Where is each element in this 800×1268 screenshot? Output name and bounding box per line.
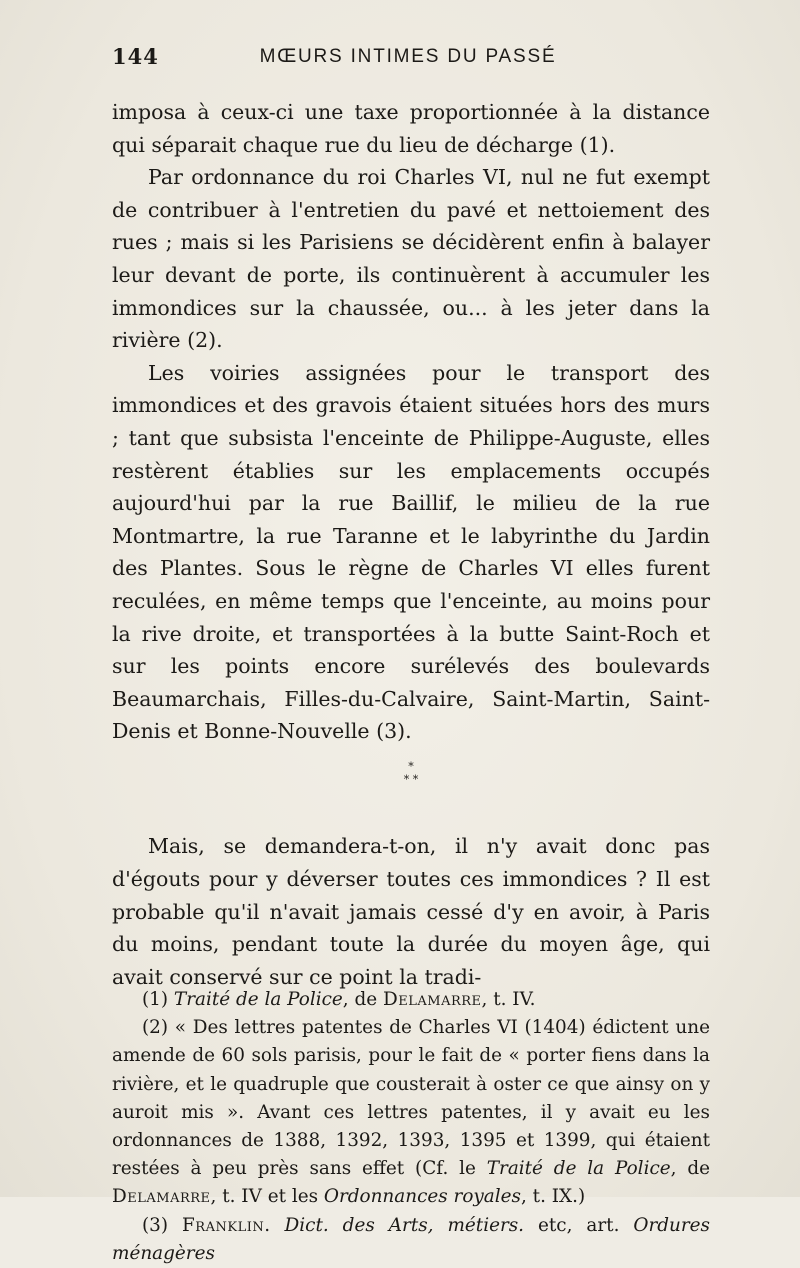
main-text xyxy=(112,96,710,748)
section-separator xyxy=(396,760,426,790)
footnote-2-title-1: Traité de la Police xyxy=(486,1158,671,1180)
footnote-2-text-b: , t. IV et les xyxy=(210,1186,324,1208)
footnote-3-article: Ordures ménagères xyxy=(112,1214,710,1264)
running-title: MŒURS INTIMES DU PASSÉ xyxy=(259,46,557,67)
footnote-1-author: Delamarre xyxy=(383,989,482,1010)
footnote-3-title: Dict. des Arts, métiers. xyxy=(284,1214,525,1236)
paragraph-4: Mais, se demandera-t-on, il n'y avait donc pas d'égouts pour y déverser toutes ces immondices ? Il est probable qu'il n'avait jamais cessé d'y en avoir, à Paris du moins, pendant toute la durée du moyen âge, qui avait conservé sur ce point la tradi- xyxy=(112,834,710,990)
main-text-continued xyxy=(112,830,710,994)
footnote-1-title: Traité de la Police xyxy=(173,989,343,1010)
separator-bottom-asterisks: * * xyxy=(403,773,419,786)
footnote-1 xyxy=(112,986,710,1014)
paragraph-3: Les voiries assignées pour le transport des immondices et des gravois étaient situées hors des murs ; tant que subsista l'enceinte de Philippe-Auguste, elles restèrent établies sur les emplacements occupés aujourd'hui par la rue Baillif, le milieu de la rue Montmartre, la rue Taranne et le labyrinthe du Jardin des Plantes. Sous le règne de Charles VI elles furent reculées, en même temps que l'enceinte, au moins pour la rive droite, et transportées à la butte Saint-Roch et sur les points encore surélevés des boulevards Beaumarchais, Filles-du-Calvaire, Saint-Martin, Saint-Denis et Bonne-Nouvelle (3). xyxy=(112,360,710,744)
paragraph-2: Par ordonnance du roi Charles VI, nul ne fut exempt de contribuer à l'entretien du pavé et nettoiement des rues ; mais si les Parisiens se décidèrent enfin à balayer leur devant de porte, ils continuèrent à accumuler les immondices sur la chaussée, ou... à les jeter dans la rivière (2). xyxy=(112,165,710,353)
footnote-2-text-c: , t. IX.) xyxy=(520,1186,586,1208)
page-number: 144 xyxy=(112,44,159,69)
footnote-2-text-a: « Des lettres patentes de Charles VI (1404) édictent une amende de 60 sols parisis, pour le fait de « porter fiens dans la rivière, et le quadruple que cousterait à oster ce que ainsy on y auroit mis ». Avant ces lettres patentes, il y avait eu les ordonnances de 1388, 1392, 1393, 1395 et 1399, qui étaient restées à peu près sans effet (Cf. le xyxy=(112,1017,710,1180)
footnote-3-mark: (3) xyxy=(142,1214,169,1236)
footnote-1-rest: , t. IV. xyxy=(481,989,536,1010)
footnote-3 xyxy=(112,1212,710,1268)
footnotes xyxy=(112,986,710,1268)
separator-top-asterisk: * xyxy=(408,760,414,773)
footnote-2-author: Delamarre xyxy=(112,1186,211,1208)
paragraph-1: imposa à ceux-ci une taxe proportionnée à la distance qui séparait chaque rue du lieu de décharge (1). xyxy=(112,100,710,157)
footnote-2-mark: (2) xyxy=(142,1017,169,1039)
footnote-1-sep: , de xyxy=(342,989,383,1010)
footnote-3-text-a: etc, art. xyxy=(524,1214,634,1236)
footnote-2-sep: , de xyxy=(670,1158,710,1180)
footnote-2 xyxy=(112,1014,710,1211)
footnote-3-author: Franklin. xyxy=(182,1214,271,1236)
footnote-2-title-2: Ordonnances royales xyxy=(323,1186,521,1208)
footnote-1-mark: (1) xyxy=(142,989,169,1010)
page-header xyxy=(112,44,704,72)
